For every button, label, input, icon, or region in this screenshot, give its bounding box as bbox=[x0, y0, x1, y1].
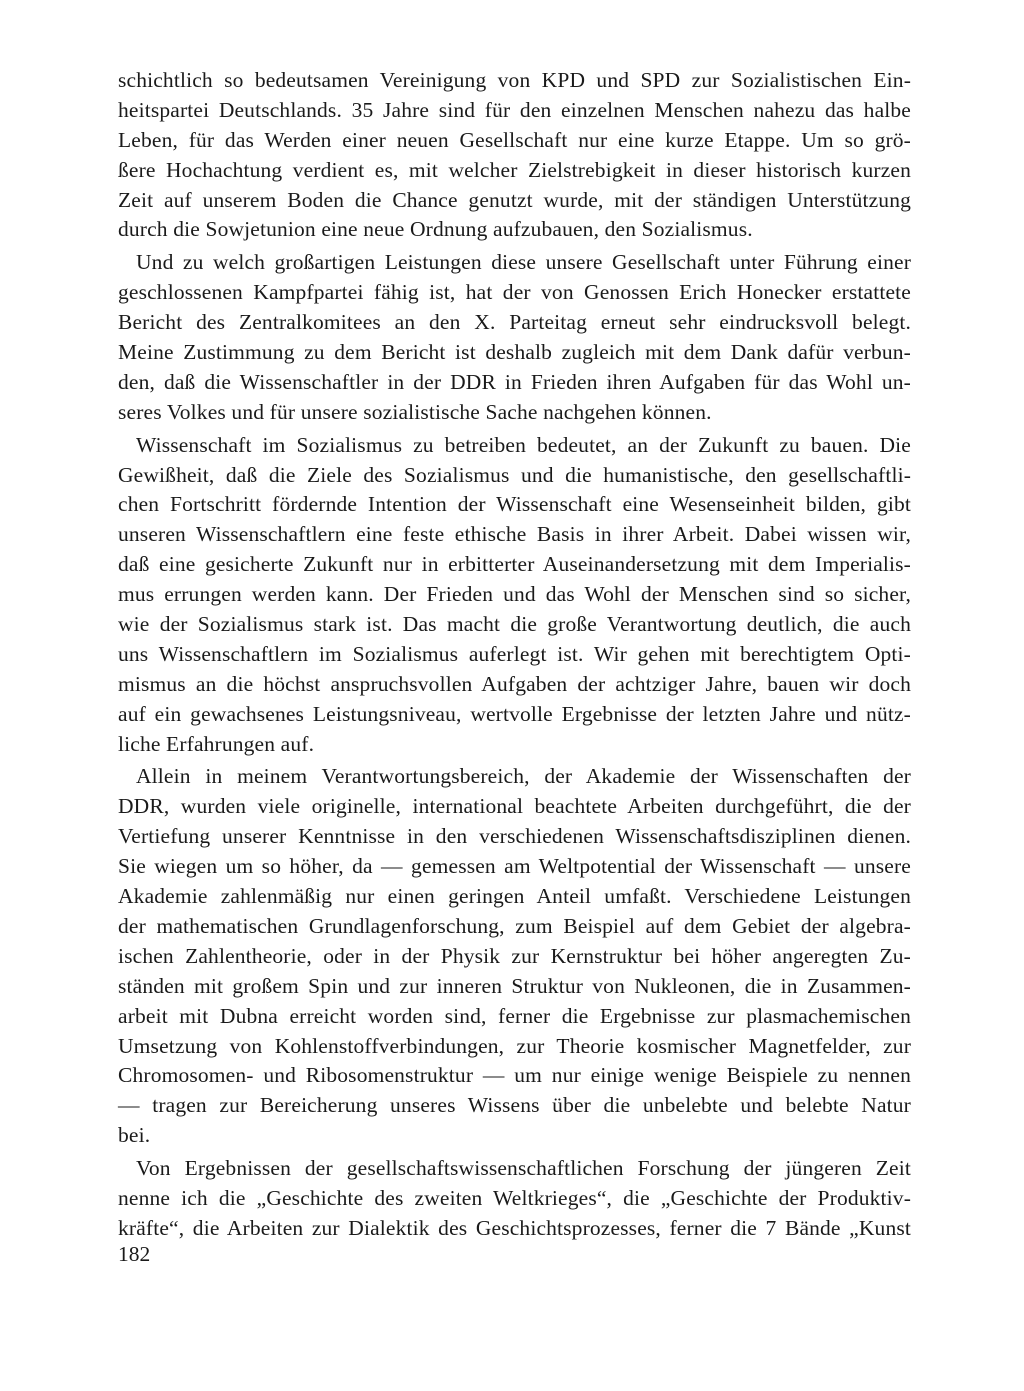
paragraph bbox=[118, 762, 911, 1151]
text-line: — tragen zur Bereicherung unseres Wissens über die unbelebte und belebte Natur bbox=[118, 1093, 911, 1118]
text-line: durch die Sowjetunion eine neue Ordnung aufzubauen, den Sozialismus. bbox=[118, 217, 753, 242]
text-line: den, daß die Wissenschaftler in der DDR in Frieden ihren Aufgaben für das Wohl un- bbox=[118, 369, 911, 394]
text-line: chen Fortschritt fördernde Intention der Wissenschaft eine Wesenseinheit bilden, gibt bbox=[118, 492, 911, 517]
text-line: uns Wissenschaftlern im Sozialismus auferlegt ist. Wir gehen mit berechtigtem Opti- bbox=[118, 641, 911, 666]
text-line: auf ein gewachsenes Leistungsniveau, wertvolle Ergebnisse der letzten Jahre und nütz- bbox=[118, 701, 911, 726]
text-line: ständen mit großem Spin und zur inneren Struktur von Nukleonen, die in Zusammen- bbox=[118, 973, 911, 998]
text-line: bei. bbox=[118, 1123, 151, 1148]
text-line: Gewißheit, daß die Ziele des Sozialismus und die humanistische, den gesellschaftli- bbox=[118, 462, 911, 487]
text-line: Wissenschaft im Sozialismus zu betreiben bedeutet, an der Zukunft zu bauen. Die bbox=[136, 432, 911, 457]
text-line: Von Ergebnissen der gesellschaftswissenschaftlichen Forschung der jüngeren Zeit bbox=[136, 1156, 911, 1181]
text-line: der mathematischen Grundlagenforschung, zum Beispiel auf dem Gebiet der algebra- bbox=[118, 913, 911, 938]
text-line: Allein in meinem Verantwortungsbereich, der Akademie der Wissenschaften der bbox=[136, 764, 911, 789]
text-line: DDR, wurden viele originelle, international beachtete Arbeiten durchgeführt, die der bbox=[118, 794, 911, 819]
text-line: kräfte“, die Arbeiten zur Dialektik des Geschichtsprozesses, ferner die 7 Bände „Kunst bbox=[118, 1215, 911, 1240]
text-line: Und zu welch großartigen Leistungen diese unsere Gesellschaft unter Führung einer bbox=[136, 250, 911, 275]
text-line: mus errungen werden kann. Der Frieden und das Wohl der Menschen sind so sicher, bbox=[118, 582, 911, 607]
text-line: daß eine gesicherte Zukunft nur in erbitterter Auseinandersetzung mit dem Imperialis- bbox=[118, 552, 911, 577]
text-line: seres Volkes und für unsere sozialistische Sache nachgehen können. bbox=[118, 399, 712, 424]
text-line: ßere Hochachtung verdient es, mit welcher Zielstrebigkeit in dieser historisch kurzen bbox=[118, 157, 911, 182]
text-line: wie der Sozialismus stark ist. Das macht die große Verantwortung deutlich, die auch bbox=[118, 612, 911, 637]
paragraph bbox=[118, 431, 911, 760]
body-text bbox=[118, 66, 911, 1244]
text-line: nenne ich die „Geschichte des zweiten Weltkrieges“, die „Geschichte der Produktiv- bbox=[118, 1185, 911, 1210]
text-line: Umsetzung von Kohlenstoffverbindungen, zur Theorie kosmischer Magnetfelder, zur bbox=[118, 1033, 911, 1058]
text-line: geschlossenen Kampfpartei fähig ist, hat der von Genossen Erich Honecker erstattete bbox=[118, 280, 911, 305]
text-line: Chromosomen- und Ribosomenstruktur — um nur einige wenige Beispiele zu nennen bbox=[118, 1063, 911, 1088]
text-line: Sie wiegen um so höher, da — gemessen am Weltpotential der Wissenschaft — unsere bbox=[118, 854, 911, 879]
text-line: schichtlich so bedeutsamen Vereinigung von KPD und SPD zur Sozialistischen Ein- bbox=[118, 68, 911, 92]
text-line: ischen Zahlentheorie, oder in der Physik zur Kernstruktur bei höher angeregten Zu- bbox=[118, 943, 911, 968]
text-line: mismus an die höchst anspruchsvollen Aufgaben der achtziger Jahre, bauen wir doch bbox=[118, 671, 911, 696]
text-line: Meine Zustimmung zu dem Bericht ist deshalb zugleich mit dem Dank dafür verbun- bbox=[118, 340, 911, 365]
text-line: Zeit auf unserem Boden die Chance genutzt wurde, mit der ständigen Unterstützung bbox=[118, 187, 911, 212]
text-line: heitspartei Deutschlands. 35 Jahre sind für den einzelnen Menschen nahezu das halbe bbox=[118, 97, 911, 122]
text-line: liche Erfahrungen auf. bbox=[118, 731, 315, 756]
text-line: Vertiefung unserer Kenntnisse in den verschiedenen Wissenschaftsdisziplinen dienen. bbox=[118, 824, 911, 849]
page-number: 182 bbox=[118, 1242, 151, 1266]
paragraph bbox=[118, 66, 911, 245]
text-line: Leben, für das Werden einer neuen Gesellschaft nur eine kurze Etappe. Um so grö- bbox=[118, 127, 911, 152]
text-line: unseren Wissenschaftlern eine feste ethische Basis in ihrer Arbeit. Dabei wissen wir, bbox=[118, 522, 911, 547]
text-line: arbeit mit Dubna erreicht worden sind, ferner die Ergebnisse zur plasmachemischen bbox=[118, 1003, 911, 1028]
paragraph bbox=[118, 1154, 911, 1244]
text-line: Akademie zahlenmäßig nur einen geringen Anteil umfaßt. Verschiedene Leistungen bbox=[118, 884, 911, 909]
paragraph bbox=[118, 248, 911, 427]
text-line: Bericht des Zentralkomitees an den X. Parteitag erneut sehr eindrucksvoll belegt. bbox=[118, 310, 911, 335]
